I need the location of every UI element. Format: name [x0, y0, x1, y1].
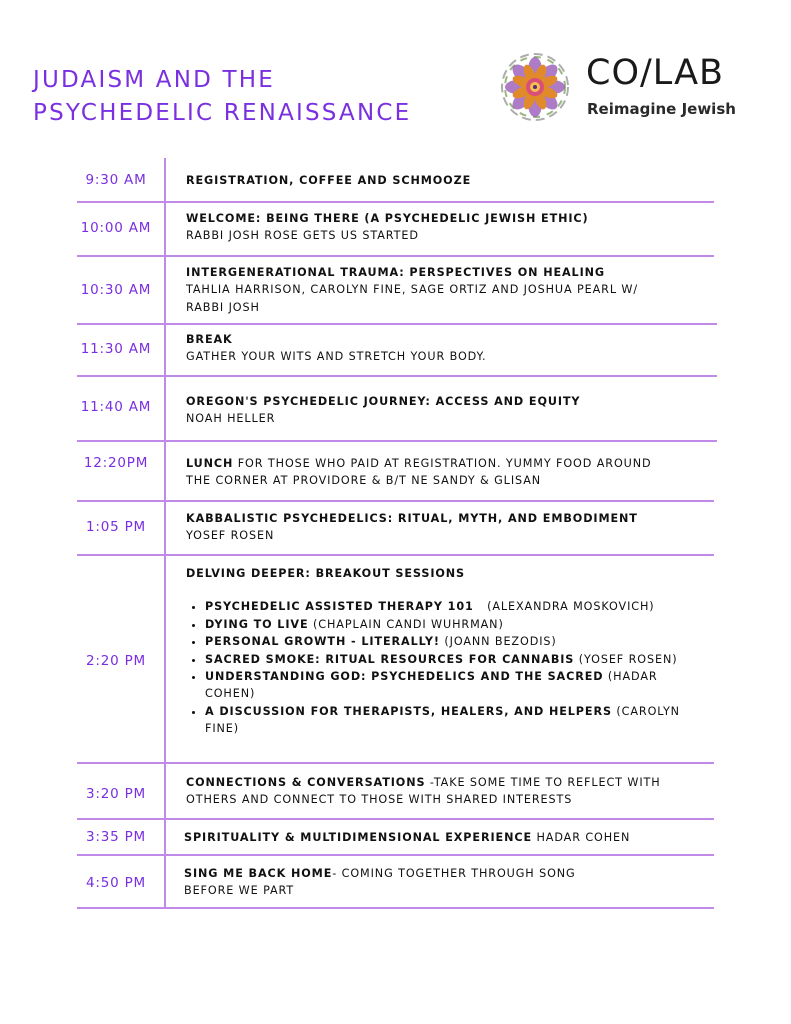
list-item — [205, 598, 726, 615]
list-item — [205, 703, 726, 738]
breakout-presenter: (JOANN BEZODIS) — [439, 635, 557, 649]
session-detail: GATHER YOUR WITS AND STRETCH YOUR BODY. — [186, 350, 487, 364]
session-description — [184, 829, 724, 846]
row-divider — [77, 554, 714, 556]
session-description — [186, 565, 726, 738]
session-title: BREAK — [186, 333, 233, 346]
colab-logo — [499, 51, 759, 123]
list-item — [205, 616, 726, 633]
session-detail: NOAH HELLER — [186, 412, 276, 426]
time-label: 11:40 AM — [80, 399, 152, 415]
session-title: INTERGENERATIONAL TRAUMA: PERSPECTIVES ON HEALING — [186, 266, 605, 279]
session-description — [186, 172, 726, 189]
session-detail: FOR THOSE WHO PAID AT REGISTRATION. YUMMY FOOD AROUND — [233, 457, 652, 470]
session-detail: HADAR COHEN — [532, 831, 631, 844]
list-item — [205, 651, 726, 668]
session-title: LUNCH — [186, 457, 234, 470]
session-title: REGISTRATION, COFFEE AND SCHMOOZE — [186, 174, 472, 187]
breakout-presenter: COHEN) — [205, 687, 256, 701]
session-detail: TAHLIA HARRISON, CAROLYN FINE, SAGE ORTIZ AND JOSHUA PEARL W/ — [186, 283, 639, 297]
breakout-title: UNDERSTANDING GOD: PSYCHEDELICS AND THE SACRED — [205, 670, 604, 684]
session-title: SING ME BACK HOME — [184, 867, 333, 880]
time-label: 4:50 PM — [86, 875, 146, 891]
breakout-session-list — [186, 598, 726, 737]
breakout-presenter: FINE) — [205, 722, 240, 736]
row-divider — [77, 255, 714, 257]
row-divider — [77, 818, 714, 820]
breakout-presenter: (ALEXANDRA MOSKOVICH) — [473, 600, 655, 614]
session-detail: OTHERS AND CONNECT TO THOSE WITH SHARED INTERESTS — [186, 793, 573, 807]
session-title: SPIRITUALITY & MULTIDIMENSIONAL EXPERIENCE — [184, 831, 532, 844]
session-detail: - COMING TOGETHER THROUGH SONG — [332, 867, 576, 880]
time-column-divider — [164, 158, 166, 907]
row-divider — [77, 854, 714, 856]
time-label: 1:05 PM — [86, 519, 146, 535]
session-title: OREGON'S PSYCHEDELIC JOURNEY: ACCESS AND EQUITY — [186, 395, 581, 408]
brand-name: CO/LAB — [586, 53, 725, 93]
session-description — [186, 393, 726, 428]
session-description — [184, 865, 724, 900]
session-title: WELCOME: BEING THERE (A PSYCHEDELIC JEWISH ETHIC) — [186, 212, 589, 225]
row-divider — [77, 762, 714, 764]
breakout-title: A DISCUSSION FOR THERAPISTS, HEALERS, AND HELPERS — [205, 704, 612, 718]
breakout-title: PERSONAL GROWTH - LITERALLY! — [205, 635, 440, 649]
session-detail: -TAKE SOME TIME TO REFLECT WITH — [425, 776, 661, 789]
time-label: 3:20 PM — [86, 786, 146, 802]
time-label: 9:30 AM — [85, 172, 147, 188]
session-detail: RABBI JOSH ROSE GETS US STARTED — [186, 229, 419, 243]
time-label: 10:30 AM — [80, 282, 152, 298]
row-divider — [77, 375, 717, 377]
session-detail: YOSEF ROSEN — [186, 529, 275, 543]
session-detail: THE CORNER AT PROVIDORE & B/T NE SANDY & GLISAN — [186, 474, 542, 488]
breakout-presenter: (CHAPLAIN CANDI WUHRMAN) — [308, 617, 504, 631]
breakout-title: PSYCHEDELIC ASSISTED THERAPY 101 — [205, 600, 474, 614]
session-title: KABBALISTIC PSYCHEDELICS: RITUAL, MYTH, AND EMBODIMENT — [186, 512, 638, 525]
breakout-presenter: (HADAR — [603, 670, 658, 684]
time-label: 3:35 PM — [86, 829, 146, 845]
session-detail: RABBI JOSH — [186, 300, 260, 314]
title-line-1: JUDAISM AND THE — [33, 67, 276, 93]
session-title: CONNECTIONS & CONVERSATIONS — [186, 776, 426, 789]
row-divider — [77, 500, 714, 502]
time-label: 11:30 AM — [80, 341, 152, 357]
row-divider — [77, 323, 717, 325]
time-label: 10:00 AM — [80, 220, 152, 236]
row-divider — [77, 440, 717, 442]
list-item — [205, 633, 726, 650]
breakout-presenter: (CAROLYN — [611, 704, 680, 718]
session-detail: BEFORE WE PART — [184, 884, 295, 898]
list-item — [205, 668, 726, 703]
mandala-icon — [499, 51, 577, 123]
session-description — [186, 264, 726, 316]
breakout-title: SACRED SMOKE: RITUAL RESOURCES FOR CANNABIS — [205, 652, 575, 666]
time-label: 12:20PM — [83, 455, 149, 471]
session-description — [186, 455, 726, 490]
session-description — [186, 510, 726, 545]
session-title: DELVING DEEPER: BREAKOUT SESSIONS — [186, 567, 466, 580]
session-description — [186, 331, 726, 366]
title-line-2: PSYCHEDELIC RENAISSANCE — [33, 100, 412, 126]
row-divider — [77, 201, 714, 203]
page-title — [33, 64, 411, 130]
time-label: 2:20 PM — [86, 653, 146, 669]
session-description — [186, 774, 726, 809]
row-divider — [77, 907, 714, 909]
session-description — [186, 210, 726, 245]
breakout-title: DYING TO LIVE — [205, 617, 309, 631]
breakout-presenter: (YOSEF ROSEN) — [574, 652, 678, 666]
brand-tagline: Reimagine Jewish — [587, 100, 736, 118]
